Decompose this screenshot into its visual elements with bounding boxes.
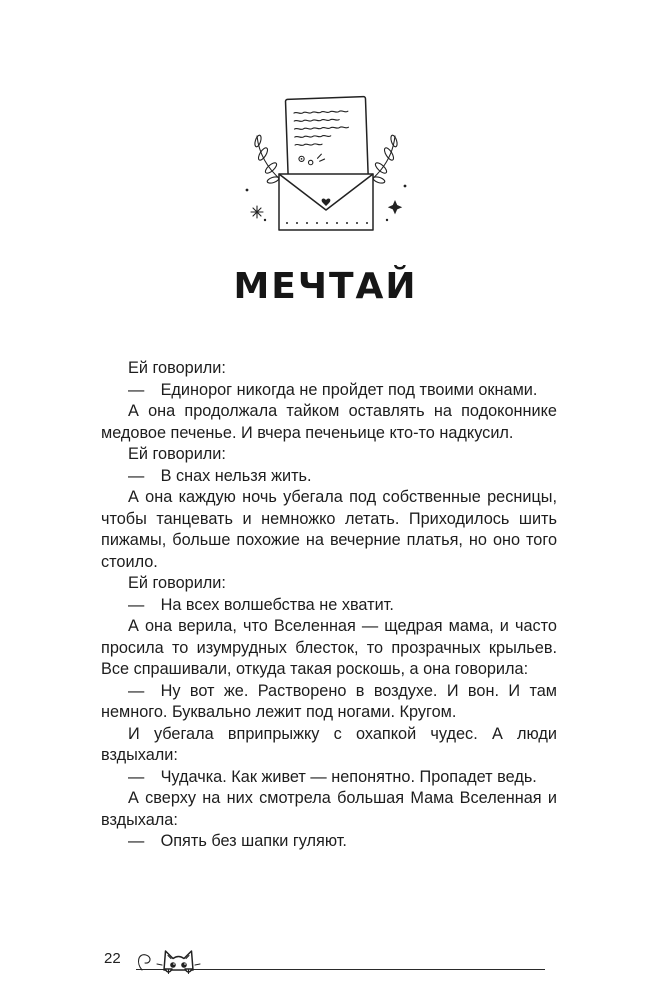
paragraph: И убегала вприпрыжку с охапкой чудес. А люди вздыхали: <box>101 724 557 764</box>
paragraph: Ей говорили: <box>128 445 226 463</box>
envelope-letter-icon <box>221 88 431 258</box>
page-footer <box>104 927 551 979</box>
body-text <box>101 358 557 853</box>
paragraph: — Опять без шапки гуляют. <box>128 832 347 850</box>
paragraph: А она продолжала тайком оставлять на подоконнике медовое печенье. И вчера печеньице кто-то надкусил. <box>101 402 557 442</box>
paragraph: — Ну вот же. Растворено в воздухе. И вон. И там немного. Буквально лежит под ногами. Кругом. <box>101 681 557 721</box>
paragraph: А она верила, что Вселенная — щедрая мама, и часто просила то изумрудных блесток, то прозрачных крыльев. Все спрашивали, откуда такая роскошь, а она говорила: <box>101 617 557 678</box>
sparkle-icon <box>251 206 263 218</box>
chapter-title: МЕЧТАЙ <box>233 266 418 307</box>
paragraph: — В снах нельзя жить. <box>128 466 312 485</box>
cat-head <box>164 951 193 970</box>
paragraph: — На всех волшебства не хватит. <box>128 595 394 614</box>
star-icon <box>387 200 401 214</box>
paragraph: А она каждую ночь убегала под собственные ресницы, чтобы танцевать и немножко летать. Приходилось шить пижамы, больше похожие на вечерние платья, но оно того стоило. <box>101 488 557 571</box>
paragraph: А сверху на них смотрела большая Мама Вселенная и вздыхала: <box>101 789 557 829</box>
paragraph: Ей говорили: <box>128 574 226 592</box>
paragraph: — Единорог никогда не пройдет под твоими окнами. <box>128 380 538 399</box>
paragraph: Ей говорили: <box>128 359 226 377</box>
page-number: 22 <box>104 950 121 967</box>
peeking-cat-icon <box>132 929 236 981</box>
chapter-illustration <box>221 88 431 258</box>
paragraph: — Чудачка. Как живет — непонятно. Пропадет ведь. <box>128 767 537 786</box>
